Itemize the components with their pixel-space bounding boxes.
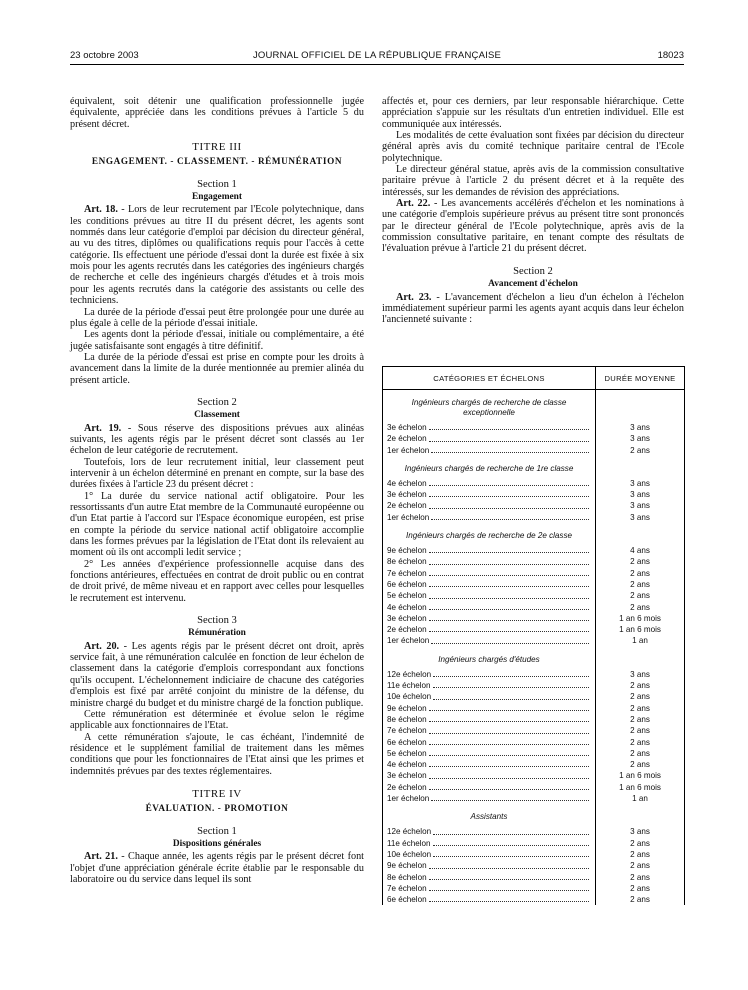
titre-4-subheading: ÉVALUATION. - PROMOTION [145, 803, 289, 814]
leader-dots [433, 844, 589, 846]
column-header-duration: DURÉE MOYENNE [596, 367, 685, 390]
article-23 [382, 292, 684, 326]
duration-cell: 2 ans [596, 691, 685, 702]
leader-dots [429, 563, 589, 565]
echelon-cell [383, 445, 596, 456]
echelon-cell [383, 579, 596, 590]
table-row [383, 433, 685, 444]
leader-dots [433, 698, 589, 700]
leader-dots [429, 732, 589, 734]
table-row [383, 478, 685, 489]
echelon-label: 12e échelon [387, 827, 432, 837]
table-row [383, 556, 685, 567]
table-row [383, 624, 685, 635]
table-row [383, 793, 685, 804]
duration-cell: 3 ans [596, 433, 685, 444]
leader-dots [429, 507, 589, 509]
leader-dots [433, 855, 589, 857]
article-18-p2: La durée de la période d'essai peut être prolongée pour une durée au plus égale à celle de la période d'essai initiale. [70, 306, 364, 329]
section-2-avancement-heading: Section 2 [513, 265, 553, 277]
leader-dots [433, 675, 589, 677]
table-row [383, 770, 685, 781]
header-rule [70, 64, 684, 65]
echelon-cell [383, 782, 596, 793]
duration-cell: 2 ans [596, 568, 685, 579]
leader-dots [429, 743, 589, 745]
duration-cell: 1 an 6 mois [596, 624, 685, 635]
echelon-label: 4e échelon [387, 602, 427, 612]
leader-dots [429, 754, 589, 756]
leader-dots [431, 451, 589, 453]
table-row [383, 512, 685, 523]
echelon-cell [383, 691, 596, 702]
table-group-row [383, 647, 685, 669]
duration-cell: 2 ans [596, 838, 685, 849]
echelon-label: 8e échelon [387, 714, 427, 724]
echelon-label: 6e échelon [387, 737, 427, 747]
echelon-cell [383, 894, 596, 905]
duration-cell: 2 ans [596, 556, 685, 567]
leader-dots [433, 686, 589, 688]
echelon-label: 3e échelon [387, 490, 427, 500]
duration-cell: 2 ans [596, 680, 685, 691]
table-group-title: Ingénieurs chargés de recherche de 2e classe [383, 523, 596, 545]
echelon-label: 9e échelon [387, 703, 427, 713]
left-column [70, 96, 364, 885]
leader-dots [429, 574, 589, 576]
section-1-heading: Section 1 [197, 178, 237, 190]
duration-cell: 2 ans [596, 872, 685, 883]
intro-paragraph: équivalent, soit détenir une qualification professionnelle jugée équivalente, appréciée dans les conditions prévues à l'article 5 du présent décret. [70, 96, 364, 130]
echelon-label: 7e échelon [387, 883, 427, 893]
echelon-cell [383, 556, 596, 567]
article-23-text: - L'avancement d'échelon a lieu d'un échelon à l'échelon immédiatement supérieur parmi les agents ayant acquis dans leur échelon l'ancienneté suivante : [382, 291, 684, 326]
right-column [382, 96, 684, 326]
section-2-heading: Section 2 [197, 396, 237, 408]
echelon-duration-table [382, 366, 685, 905]
article-18-text: - Lors de leur recrutement par l'Ecole polytechnique, dans les conditions prévues au titre II du présent décret, les agents sont nommés dans leur catégorie d'emploi par décision du directeur général, au vu des titres, diplômes ou qualifications requis pour l'accès à cette catégorie. Ils effectuent une période d'essai dont la durée est fixée à six mois pour les agents recrutés dans les catégories des ingénieurs chargés de recherche et celle des ingénieurs chargés d'études et à trois mois pour les agents recrutés dans la catégorie des assistants ou celle des techniciens. [70, 204, 364, 307]
echelon-cell [383, 478, 596, 489]
echelon-cell [383, 590, 596, 601]
table-row [383, 759, 685, 770]
article-20-p3: A cette rémunération s'ajoute, le cas échéant, l'indemnité de résidence et le supplément familial de traitement dans les mêmes conditions que pour les fonctionnaires de l'Etat ainsi que les primes et indemnités prévues par des textes réglementaires. [70, 731, 364, 777]
echelon-label: 9e échelon [387, 546, 427, 556]
leader-dots [431, 799, 589, 801]
leader-dots [429, 878, 589, 880]
article-19-label: Art. 19. [84, 422, 122, 434]
echelon-cell [383, 838, 596, 849]
leader-dots [429, 608, 589, 610]
duration-cell: 1 an 6 mois [596, 770, 685, 781]
leader-dots [433, 833, 589, 835]
table-group-row [383, 390, 685, 423]
echelon-label: 10e échelon [387, 692, 432, 702]
echelon-label: 12e échelon [387, 669, 432, 679]
echelon-cell [383, 669, 596, 680]
echelon-label: 4e échelon [387, 760, 427, 770]
article-21 [70, 851, 364, 885]
echelon-cell [383, 872, 596, 883]
table-group-row [383, 804, 685, 826]
article-19-p2: Toutefois, lors de leur recrutement initial, leur classement peut intervenir à un échelon déterminé en prenant en compte, sur la base des durées fixées à l'article 23 du présent décret : [70, 456, 364, 491]
table-group-row [383, 523, 685, 545]
echelon-cell [383, 568, 596, 579]
table-row [383, 860, 685, 871]
leader-dots [429, 709, 589, 711]
article-19 [70, 423, 364, 457]
duration-cell: 2 ans [596, 883, 685, 894]
echelon-cell [383, 613, 596, 624]
header-page-number: 18023 [657, 50, 684, 61]
duration-cell: 2 ans [596, 849, 685, 860]
article-21-text: - Chaque année, les agents régis par le présent décret font l'objet d'une appréciation générale écrite établie par le responsable du laboratoire ou du service dans lequel ils sont [70, 851, 364, 885]
echelon-cell [383, 725, 596, 736]
table-row [383, 691, 685, 702]
table-group-empty-cell [596, 804, 685, 826]
table-row [383, 545, 685, 556]
leader-dots [429, 889, 589, 891]
article-20-text: - Les agents régis par le présent décret ont droit, après service fait, à une rémunération calculée en fonction de leur échelon de classement dans la catégorie d'emplois correspondant aux fonctions qu'ils occupent. L'échelonnement indiciaire de chacune des catégories d'emplois est fixé par arrêté conjoint du ministre de la défense, du ministre chargé du budget et du ministre chargé de la fonction publique. [70, 640, 364, 709]
leader-dots [429, 585, 589, 587]
echelon-cell [383, 624, 596, 635]
table-row [383, 635, 685, 646]
section-2-avancement-subheading: Avancement d'échelon [488, 279, 578, 290]
table-row [383, 489, 685, 500]
article-21-p3: Le directeur général statue, après avis de la commission consultative paritaire prévue à l'article 2 du présent décret et à la requête des intéressés, sur les demandes de révision des appréciations. [382, 164, 684, 198]
leader-dots [429, 619, 589, 621]
column-header-categories: CATÉGORIES ET ÉCHELONS [383, 367, 596, 390]
echelon-cell [383, 545, 596, 556]
leader-dots [429, 484, 589, 486]
table-row [383, 669, 685, 680]
duration-cell: 1 an 6 mois [596, 782, 685, 793]
article-18-p3: Les agents dont la période d'essai, initiale ou complémentaire, a été jugée satisfaisante sont engagés à titre définitif. [70, 329, 364, 352]
table-row [383, 782, 685, 793]
table-group-empty-cell [596, 523, 685, 545]
duration-cell: 2 ans [596, 759, 685, 770]
duration-cell: 3 ans [596, 512, 685, 523]
echelon-cell [383, 849, 596, 860]
table-row [383, 872, 685, 883]
article-19-text: - Sous réserve des dispositions prévues aux alinéas suivants, les agents régis par le présent décret sont classés au 1er échelon de leur catégorie de recrutement. [70, 422, 364, 457]
echelon-label: 5e échelon [387, 591, 427, 601]
echelon-label: 7e échelon [387, 726, 427, 736]
article-20-p2: Cette rémunération est déterminée et évolue selon le régime applicable aux fonctionnaires de l'Etat. [70, 708, 364, 732]
echelon-label: 11e échelon [387, 838, 431, 848]
leader-dots [429, 900, 589, 902]
leader-dots [429, 720, 589, 722]
article-18-p4: La durée de la période d'essai est prise en compte pour les droits à avancement dans la limite de la durée mentionnée au premier alinéa du présent article. [70, 351, 364, 386]
echelon-cell [383, 737, 596, 748]
duration-cell: 3 ans [596, 422, 685, 433]
section-3-heading: Section 3 [197, 615, 237, 627]
table-row [383, 579, 685, 590]
table-row [383, 883, 685, 894]
echelon-cell [383, 602, 596, 613]
duration-cell: 2 ans [596, 714, 685, 725]
titre-3-subheading: ENGAGEMENT. - CLASSEMENT. - RÉMUNÉRATION [91, 156, 343, 167]
echelon-cell [383, 512, 596, 523]
leader-dots [429, 630, 589, 632]
header-journal-title: JOURNAL OFFICIEL DE LA RÉPUBLIQUE FRANÇAISE [252, 50, 502, 61]
table-group-row [383, 456, 685, 478]
table-group-title: Assistants [383, 804, 596, 826]
echelon-cell [383, 714, 596, 725]
duration-cell: 3 ans [596, 669, 685, 680]
table-group-title: Ingénieurs chargés de recherche de 1re classe [383, 456, 596, 478]
table-row [383, 849, 685, 860]
table-row [383, 737, 685, 748]
table-row [383, 826, 685, 837]
echelon-label: 2e échelon [387, 625, 427, 635]
leader-dots [431, 518, 589, 520]
echelon-label: 8e échelon [387, 557, 427, 567]
titre-4-section-1-heading: Section 1 [197, 825, 237, 837]
echelon-label: 7e échelon [387, 568, 427, 578]
echelon-label: 5e échelon [387, 748, 427, 758]
article-20 [70, 641, 364, 709]
duration-cell: 2 ans [596, 590, 685, 601]
article-21-p2: Les modalités de cette évaluation sont fixées par décision du directeur général après avis du comité technique paritaire central de l'Ecole polytechnique. [382, 130, 684, 164]
table-group-title: Ingénieurs chargés de recherche de classe exceptionnelle [383, 390, 596, 423]
leader-dots [429, 597, 589, 599]
echelon-label: 10e échelon [387, 849, 432, 859]
echelon-cell [383, 826, 596, 837]
duration-cell: 2 ans [596, 737, 685, 748]
duration-cell: 1 an [596, 793, 685, 804]
table-row [383, 894, 685, 905]
table-group-title: Ingénieurs chargés d'études [383, 647, 596, 669]
table-row [383, 613, 685, 624]
table-row [383, 748, 685, 759]
echelon-label: 4e échelon [387, 478, 427, 488]
table-group-empty-cell [596, 456, 685, 478]
page-header [70, 50, 684, 64]
echelon-cell [383, 759, 596, 770]
table-row [383, 422, 685, 433]
echelon-label: 3e échelon [387, 771, 427, 781]
leader-dots [429, 867, 589, 869]
table-row [383, 703, 685, 714]
echelon-label: 2e échelon [387, 782, 427, 792]
leader-dots [429, 777, 589, 779]
echelon-cell [383, 680, 596, 691]
echelon-cell [383, 860, 596, 871]
duration-cell: 3 ans [596, 489, 685, 500]
table-row [383, 590, 685, 601]
table-row [383, 838, 685, 849]
section-1-subheading: Engagement [192, 192, 242, 203]
table-group-empty-cell [596, 390, 685, 423]
leader-dots [429, 788, 589, 790]
article-22-label: Art. 22. [396, 198, 431, 210]
table-group-empty-cell [596, 647, 685, 669]
article-22 [382, 198, 684, 255]
echelon-label: 6e échelon [387, 895, 427, 905]
duration-cell: 2 ans [596, 602, 685, 613]
echelon-label: 2e échelon [387, 434, 427, 444]
echelon-label: 11e échelon [387, 681, 431, 691]
echelon-cell [383, 500, 596, 511]
section-3-subheading: Rémunération [188, 628, 246, 639]
echelon-cell [383, 883, 596, 894]
echelon-cell [383, 489, 596, 500]
duration-cell: 1 an [596, 635, 685, 646]
duration-cell: 3 ans [596, 478, 685, 489]
echelon-cell [383, 422, 596, 433]
duration-cell: 3 ans [596, 826, 685, 837]
duration-cell: 4 ans [596, 545, 685, 556]
section-2-subheading: Classement [194, 410, 240, 421]
article-18 [70, 204, 364, 306]
echelon-cell [383, 703, 596, 714]
article-18-label: Art. 18. [84, 204, 118, 216]
table-row [383, 602, 685, 613]
echelon-cell [383, 635, 596, 646]
duration-cell: 2 ans [596, 894, 685, 905]
echelon-label: 1er échelon [387, 794, 430, 804]
duration-cell: 1 an 6 mois [596, 613, 685, 624]
table-body [383, 390, 685, 906]
leader-dots [429, 440, 589, 442]
leader-dots [429, 765, 589, 767]
echelon-label: 9e échelon [387, 861, 427, 871]
header-date: 23 octobre 2003 [70, 50, 139, 61]
leader-dots [429, 495, 589, 497]
titre-3-heading: TITRE III [192, 141, 242, 154]
leader-dots [429, 551, 589, 553]
leader-dots [429, 428, 589, 430]
leader-dots [431, 642, 589, 644]
table-row [383, 714, 685, 725]
titre-4-section-1-subheading: Dispositions générales [172, 838, 262, 849]
echelon-cell [383, 433, 596, 444]
article-23-label: Art. 23. [396, 291, 432, 303]
echelon-label: 3e échelon [387, 613, 427, 623]
table-row [383, 725, 685, 736]
echelon-label: 1er échelon [387, 512, 430, 522]
article-19-p4: 2° Les années d'expérience professionnelle acquise dans des fonctions antérieures, effectuées en contrat de droit public ou en contrat de droit privé, de même niveau et en rapport avec celles pour lesquelles le recrutement est intervenu. [70, 558, 364, 604]
duration-cell: 2 ans [596, 748, 685, 759]
table-row [383, 680, 685, 691]
duration-cell: 2 ans [596, 703, 685, 714]
table-row [383, 500, 685, 511]
echelon-label: 1er échelon [387, 445, 430, 455]
duration-cell: 3 ans [596, 500, 685, 511]
article-20-label: Art. 20. [84, 640, 120, 652]
table-row [383, 568, 685, 579]
titre-4-heading: TITRE IV [192, 787, 242, 800]
article-22-text: - Les avancements accélérés d'échelon et les nominations à une catégorie d'emplois supérieure prévus au présent titre sont prononcés par le directeur général de l'Ecole polytechnique, après avis de la commission consultative paritaire, en tenant compte des résultats de l'évaluation prévue à l'article 21 du présent décret. [382, 198, 684, 255]
duration-cell: 2 ans [596, 725, 685, 736]
echelon-label: 2e échelon [387, 501, 427, 511]
echelon-cell [383, 748, 596, 759]
table-row [383, 445, 685, 456]
echelon-label: 6e échelon [387, 579, 427, 589]
duration-cell: 2 ans [596, 445, 685, 456]
duration-cell: 2 ans [596, 579, 685, 590]
article-19-p3: 1° La durée du service national actif obligatoire. Pour les ressortissants d'un autre Etat membre de la Communauté européenne ou d'un Etat partie à l'accord sur l'Espace économique européen, est prise en compte la période du service national actif obligatoire accomplie dans les formes prévues par la législation de l'Etat dont ils relevaient au moment où ils ont accompli ledit service ; [70, 490, 364, 559]
duration-cell: 2 ans [596, 860, 685, 871]
echelon-label: 1er échelon [387, 636, 430, 646]
echelon-cell [383, 793, 596, 804]
echelon-label: 8e échelon [387, 872, 427, 882]
echelon-cell [383, 770, 596, 781]
article-21-continued: affectés et, pour ces derniers, par leur responsable hiérarchique. Cette appréciation s'appuie sur les résultats d'un entretien individuel. Elle est communiquée aux intéressés. [382, 96, 684, 130]
article-21-label: Art. 21. [84, 851, 118, 863]
echelon-label: 3e échelon [387, 423, 427, 432]
